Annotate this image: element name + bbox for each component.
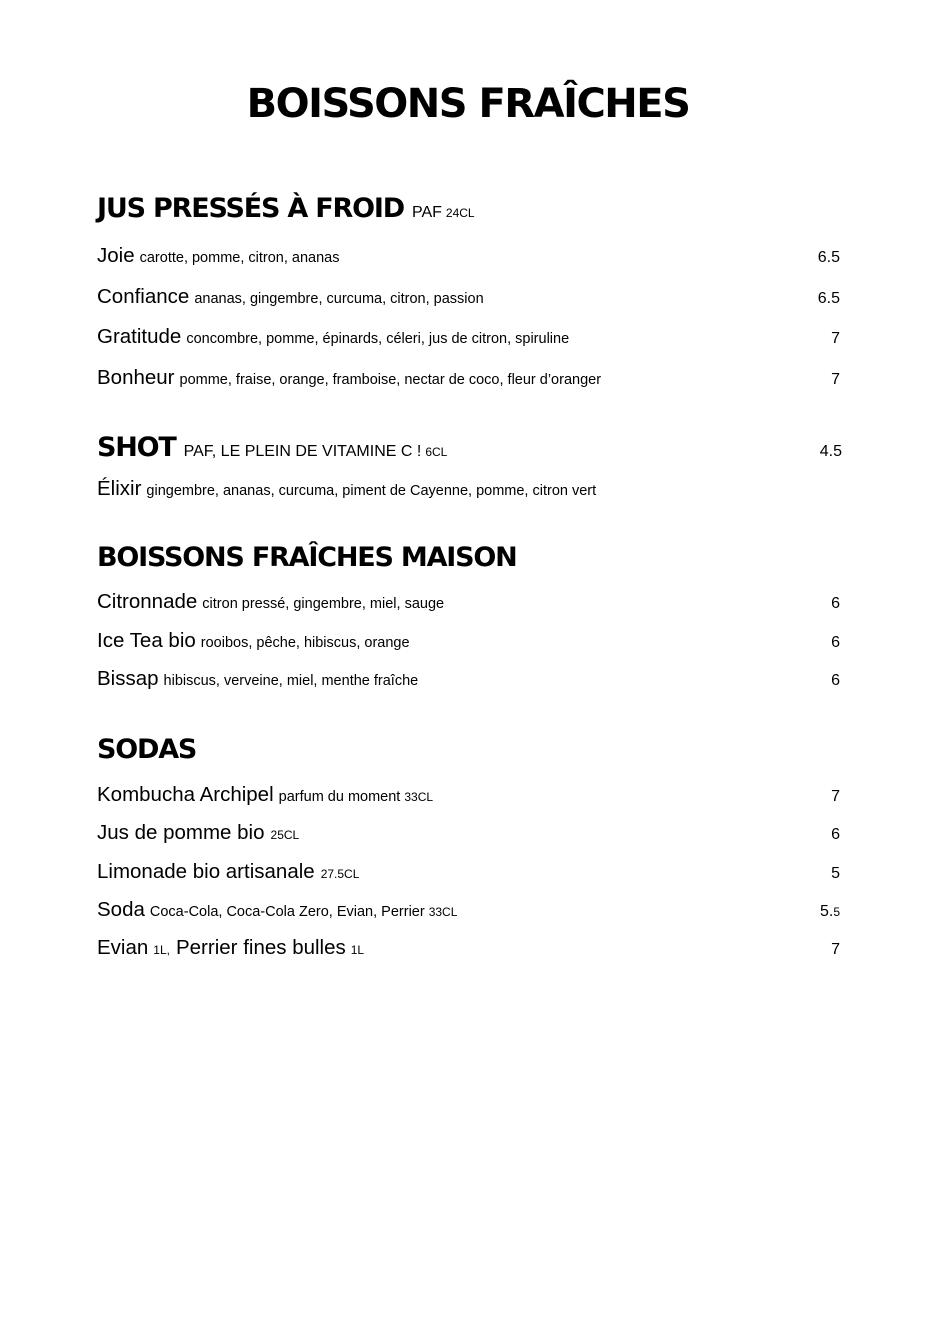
menu-item-ice-tea: [97, 629, 840, 657]
item-description: hibiscus, verveine, miel, menthe fraîche: [163, 673, 419, 689]
menu-item-limonade: [97, 860, 840, 888]
item-name: Limonade bio artisanale: [97, 860, 315, 883]
section-title: SODAS: [97, 734, 197, 765]
item-price: 6: [831, 595, 840, 612]
item-price: 6.5: [817, 249, 840, 266]
section-title: SHOT: [97, 432, 176, 463]
item-description: citron pressé, gingembre, miel, sauge: [202, 596, 445, 612]
menu-item-gratitude: [97, 325, 840, 353]
page-title: BOISSONS FRAÎCHES: [246, 81, 690, 127]
price-minor: 5: [833, 905, 840, 919]
item-volume: 27.5CL: [320, 867, 360, 881]
item-description: parfum du moment: [278, 789, 401, 805]
item-name: Kombucha Archipel: [97, 783, 274, 806]
item-price: 6: [831, 826, 840, 843]
section-subtitle: PAF, LE PLEIN DE VITAMINE C !: [183, 443, 422, 460]
menu-item-bissap: [97, 667, 840, 695]
menu-item-soda: [97, 898, 840, 926]
item-description: carotte, pomme, citron, ananas: [139, 250, 340, 266]
item-price: 6.5: [817, 290, 840, 307]
item-name: Jus de pomme bio: [97, 821, 265, 844]
price-major: 5.: [819, 903, 834, 920]
item-name: Evian: [97, 936, 149, 959]
item-price: [820, 903, 840, 921]
item-name: Gratitude: [97, 325, 182, 348]
item-price: 7: [831, 330, 840, 347]
item-description: ananas, gingembre, curcuma, citron, passion: [194, 291, 484, 307]
item-name: Élixir: [97, 477, 142, 500]
item-name-secondary: Perrier fines bulles: [175, 936, 346, 959]
item-volume: 33CL: [404, 790, 434, 804]
item-name: Joie: [97, 244, 135, 267]
item-price: 6: [831, 672, 840, 689]
item-description: concombre, pomme, épinards, céleri, jus de citron, spiruline: [186, 331, 570, 347]
section-title: JUS PRESSÉS À FROID: [97, 193, 404, 224]
item-price: 7: [831, 371, 840, 388]
item-description: rooibos, pêche, hibiscus, orange: [200, 635, 410, 651]
item-volume: 33CL: [428, 905, 458, 919]
item-description: pomme, fraise, orange, framboise, nectar de coco, fleur d’oranger: [179, 372, 602, 388]
item-name: Ice Tea bio: [97, 629, 196, 652]
section-price: 4.5: [819, 443, 842, 460]
item-description: gingembre, ananas, curcuma, piment de Cayenne, pomme, citron vert: [146, 483, 597, 499]
menu-item-evian-perrier: [97, 936, 840, 964]
item-price: 7: [831, 941, 840, 958]
item-price: 6: [831, 634, 840, 651]
item-volume: 1L: [153, 943, 167, 957]
item-price: 5: [831, 865, 840, 882]
item-name: Bissap: [97, 667, 159, 690]
menu-item-joie: [97, 244, 840, 272]
menu-item-kombucha: [97, 783, 840, 811]
section-subtitle: PAF: [411, 204, 442, 221]
menu-item-confiance: [97, 285, 840, 313]
menu-item-jus-de-pomme: [97, 821, 840, 849]
section-volume: 6CL: [425, 445, 448, 459]
item-name: Soda: [97, 898, 145, 921]
item-separator: ,: [166, 943, 170, 957]
item-name: Citronnade: [97, 590, 198, 613]
menu-item-bonheur: [97, 366, 840, 394]
section-header-shot: [97, 432, 842, 466]
menu-item-elixir: [97, 477, 840, 505]
item-name: Confiance: [97, 285, 190, 308]
item-volume: 25CL: [270, 828, 300, 842]
section-volume: 24CL: [445, 206, 475, 220]
section-header-sodas: [97, 734, 842, 768]
section-title: BOISSONS FRAÎCHES MAISON: [97, 542, 517, 573]
item-name: Bonheur: [97, 366, 175, 389]
item-volume-secondary: 1L: [350, 943, 365, 957]
section-header-jus: [97, 193, 842, 227]
item-description: Coca-Cola, Coca-Cola Zero, Evian, Perrier: [149, 904, 425, 920]
item-price: 7: [831, 788, 840, 805]
menu-item-citronnade: [97, 590, 840, 618]
section-header-maison: [97, 542, 842, 576]
